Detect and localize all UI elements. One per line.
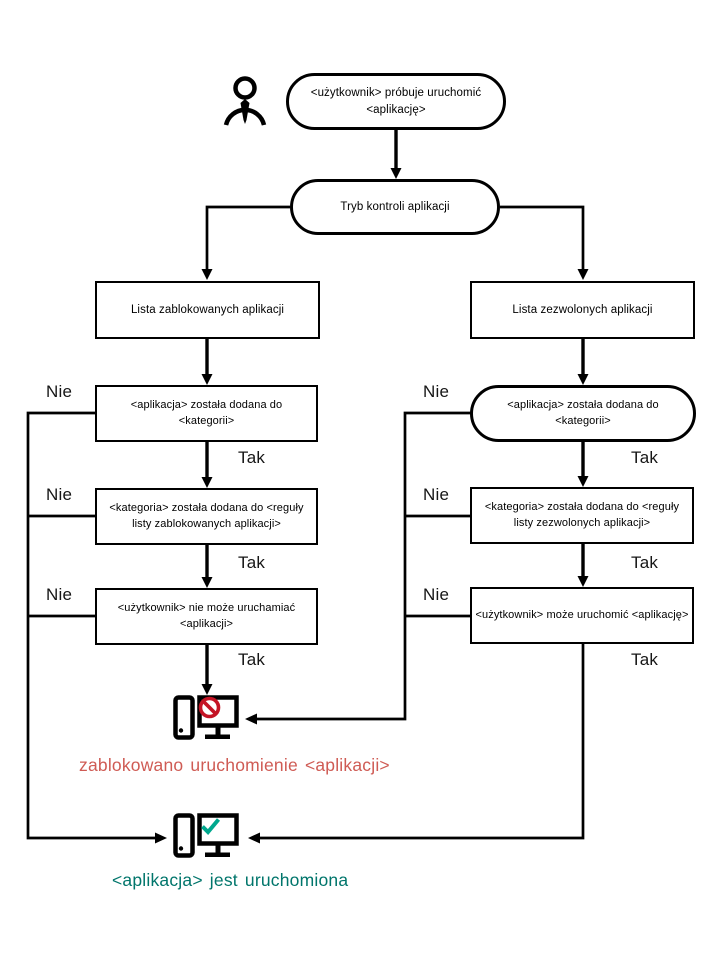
label-no: Nie [46,585,73,604]
node-user-starts-app: <użytkownik> próbuje uruchomić <aplikację> [286,73,506,130]
label-no: Nie [423,485,450,504]
node-blocked-apps-list: Lista zablokowanych aplikacji [95,281,320,339]
caption-app-running: <aplikacja> jest uruchomiona [112,870,349,890]
user-icon [220,76,270,126]
caption-app-blocked: zablokowano uruchomienie <aplikacji> [79,755,390,775]
label-no: Nie [423,382,450,401]
label-yes: Tak [631,650,659,669]
node-user-can-run-app: <użytkownik> może uruchomić <aplikację> [470,587,694,644]
running-computer-icon [173,813,239,863]
node-user-cannot-run-app: <użytkownik> nie może uruchamiać <aplikacji> [95,588,318,645]
node-app-added-to-category-blocked: <aplikacja> została dodana do <kategorii> [95,385,318,442]
label-no: Nie [423,585,450,604]
prohibit-icon [201,699,219,717]
label-yes: Tak [238,650,266,669]
label-no: Nie [46,485,73,504]
label-yes: Tak [238,448,266,467]
label-no: Nie [46,382,73,401]
node-allowed-apps-list: Lista zezwolonych aplikacji [470,281,695,339]
label-yes: Tak [238,553,266,572]
label-yes: Tak [631,553,659,572]
node-category-added-to-blocklist-rule: <kategoria> została dodana do <reguły listy zablokowanych aplikacji> [95,488,318,545]
node-category-added-to-allowlist-rule: <kategoria> została dodana do <reguły listy zezwolonych aplikacji> [470,487,694,544]
node-app-added-to-category-allowed: <aplikacja> została dodana do <kategorii> [470,385,696,442]
blocked-computer-icon [173,695,239,745]
label-yes: Tak [631,448,659,467]
node-app-control-mode: Tryb kontroli aplikacji [290,179,500,235]
